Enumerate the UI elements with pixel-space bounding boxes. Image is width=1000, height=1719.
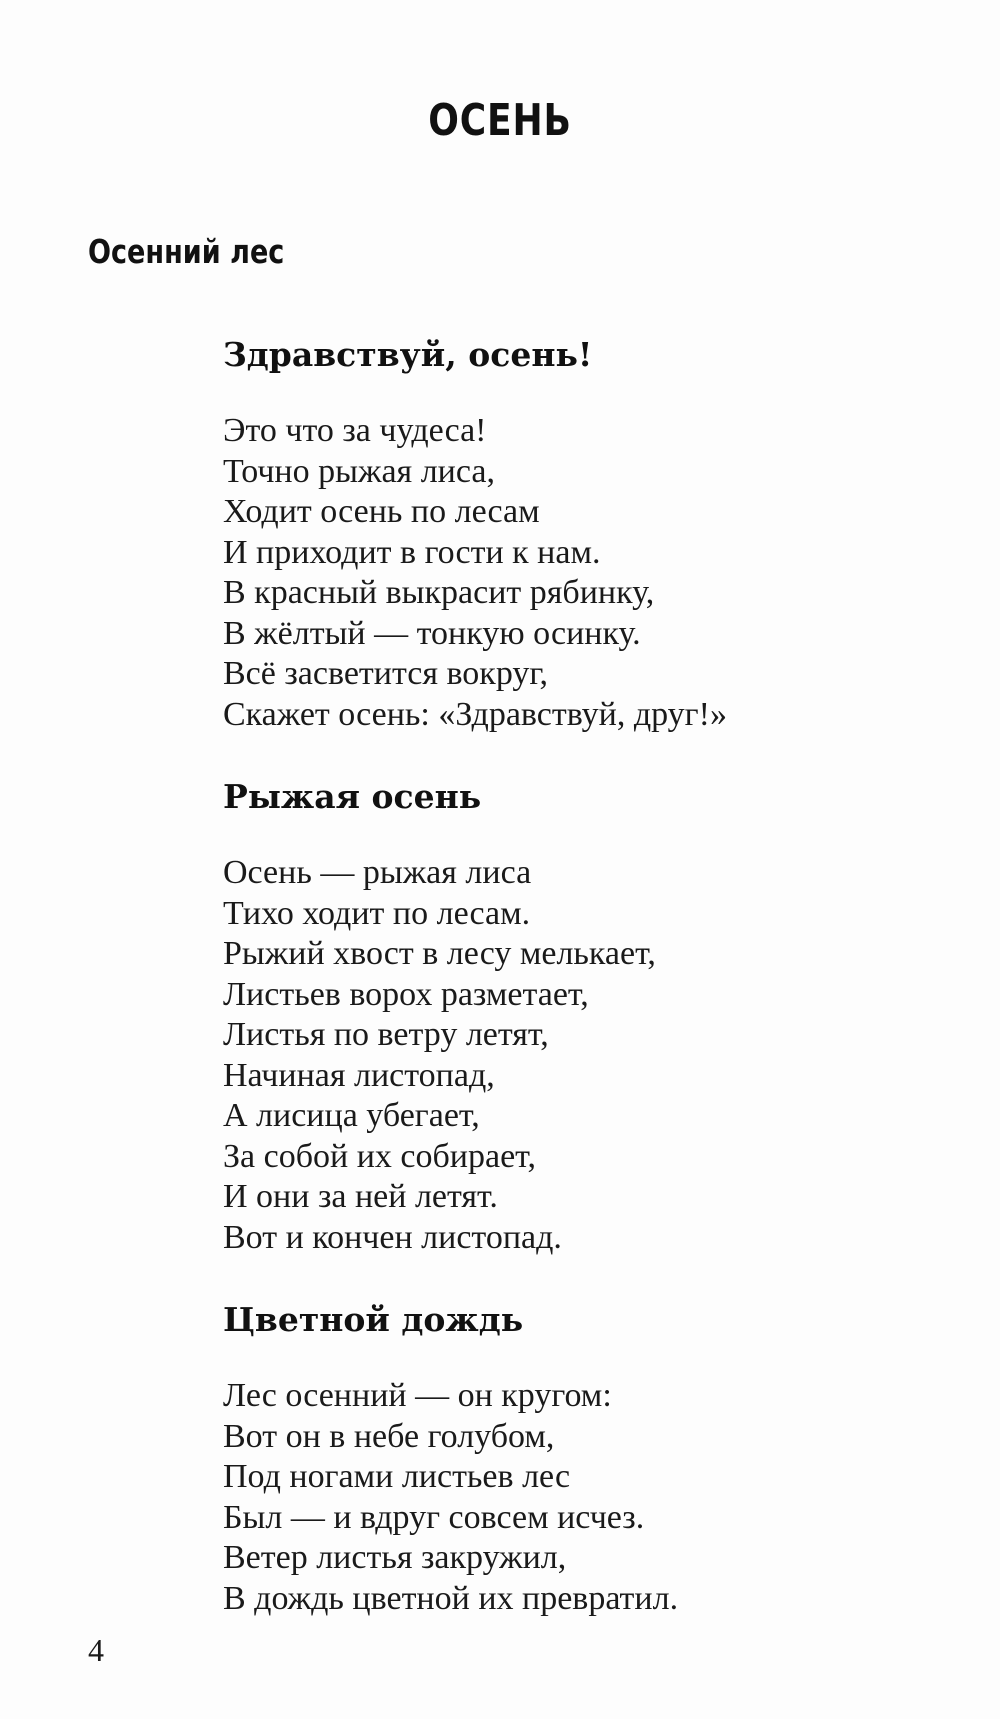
poem-line: Рыжий хвост в лесу мелькает, — [223, 935, 656, 972]
poem-line: За собой их собирает, — [223, 1137, 536, 1175]
poem-line: В красный выкрасит рябинку, — [223, 574, 655, 611]
poem-title: Цветной дождь — [223, 1300, 524, 1339]
poem-line: В дождь цветной их превратил. — [223, 1579, 679, 1617]
poem-line: Начиная листопад, — [223, 1056, 495, 1094]
poem-line: Вот и кончен листопад. — [223, 1218, 562, 1256]
section-title: Осенний лес — [88, 232, 285, 271]
poem-zdravstvuy-osen — [223, 335, 963, 735]
poem-line: Был — и вдруг совсем исчез. — [223, 1498, 645, 1536]
poem-line: Скажет осень: «Здравствуй, друг!» — [223, 695, 727, 733]
poem-line: Точно рыжая лиса, — [223, 452, 495, 490]
poem-line: Вот он в небе голубом, — [223, 1417, 555, 1455]
poem-line: Листьев ворох разметает, — [223, 975, 589, 1013]
poem-lines — [223, 411, 963, 735]
poem-line: Под ногами листьев лес — [223, 1458, 571, 1495]
poem-line: Это что за чудеса! — [223, 412, 487, 449]
poem-line: В жёлтый — тонкую осинку. — [223, 614, 641, 652]
poem-title: Рыжая осень — [223, 777, 482, 816]
poem-line: Лес осенний — он кругом: — [223, 1377, 612, 1414]
poem-ryzhaya-osen — [223, 777, 963, 1258]
chapter-title: ОСЕНЬ — [428, 95, 572, 146]
poem-line: Осень — рыжая лиса — [223, 854, 532, 891]
poem-line: И они за ней летят. — [223, 1178, 498, 1215]
poem-tsvetnoy-dozhd — [223, 1300, 963, 1619]
poem-line: Ходит осень по лесам — [223, 493, 540, 530]
poem-line: А лисица убегает, — [223, 1097, 480, 1134]
poem-line: Ветер листья закружил, — [223, 1539, 567, 1576]
poem-title: Здравствуй, осень! — [223, 335, 593, 374]
page-number: 4 — [88, 1632, 104, 1668]
poem-line: Всё засветится вокруг, — [223, 655, 548, 692]
poem-lines — [223, 1376, 963, 1619]
poem-line: Тихо ходит по лесам. — [223, 894, 531, 932]
poem-line: Листья по ветру летят, — [223, 1016, 549, 1053]
poem-lines — [223, 853, 963, 1258]
poem-line: И приходит в гости к нам. — [223, 533, 601, 571]
